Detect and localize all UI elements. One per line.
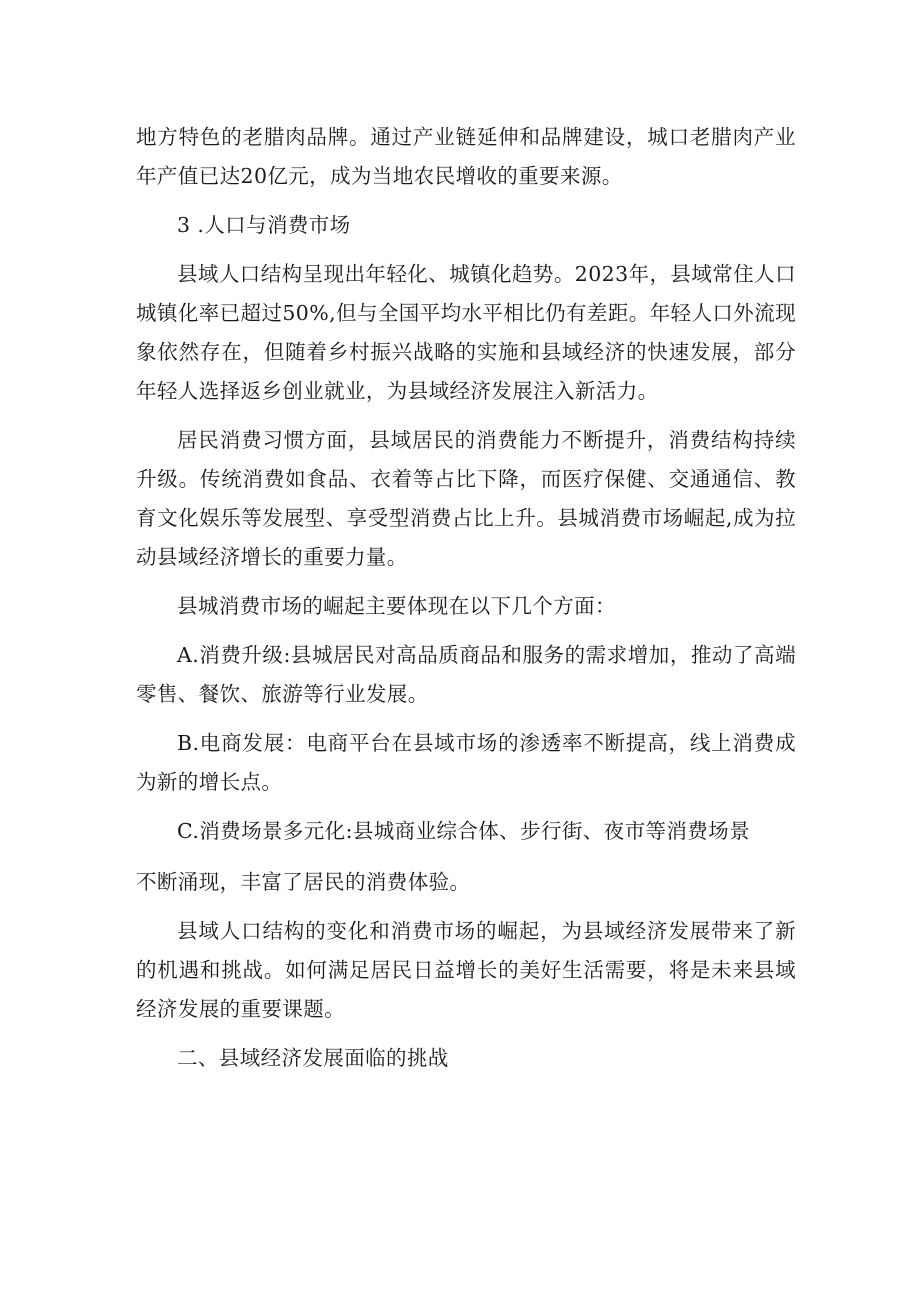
document-body (136, 118, 796, 1088)
list-item-b: B.电商发展：电商平台在县域市场的渗透率不断提高，线上消费成为新的增长点。 (136, 731, 796, 794)
list-item-c-continued: 不断涌现，丰富了居民的消费体验。 (136, 870, 471, 894)
paragraph-population-structure: 县域人口结构呈现出年轻化、城镇化趋势。2023年，县域常住人口城镇化率已超过50%,但与全国平均水平相比仍有差距。年轻人口外流现象依然存在，但随着乡村振兴战略的实施和县域经济的快速发展，部分年轻人选择返乡创业就业，为县域经济发展注入新活力。 (136, 262, 796, 403)
section-heading-challenges: 二、县域经济发展面临的挑战 (177, 1046, 449, 1070)
paragraph-summary: 县域人口结构的变化和消费市场的崛起，为县域经济发展带来了新的机遇和挑战。如何满足居民日益增长的美好生活需要，将是未来县域经济发展的重要课题。 (136, 919, 796, 1021)
paragraph-continued: 地方特色的老腊肉品牌。通过产业链延伸和品牌建设，城口老腊肉产业年产值已达20亿元，成为当地农民增收的重要来源。 (136, 125, 796, 188)
paragraph-market-rise-intro: 县城消费市场的崛起主要体现在以下几个方面： (177, 594, 616, 618)
list-item-a: A.消费升级:县城居民对高品质商品和服务的需求增加，推动了高端零售、餐饮、旅游等行业发展。 (136, 643, 796, 706)
paragraph-consumption-habits: 居民消费习惯方面，县域居民的消费能力不断提升，消费结构持续升级。传统消费如食品、衣着等占比下降，而医疗保健、交通通信、教育文化娱乐等发展型、享受型消费占比上升。县城消费市场崛起,成为拉动县域经济增长的重要力量。 (136, 428, 796, 569)
list-item-c: C.消费场景多元化:县城商业综合体、步行街、夜市等消费场景 (177, 819, 750, 843)
section-heading-population-consumption: 3 .人口与消费市场 (177, 213, 351, 237)
